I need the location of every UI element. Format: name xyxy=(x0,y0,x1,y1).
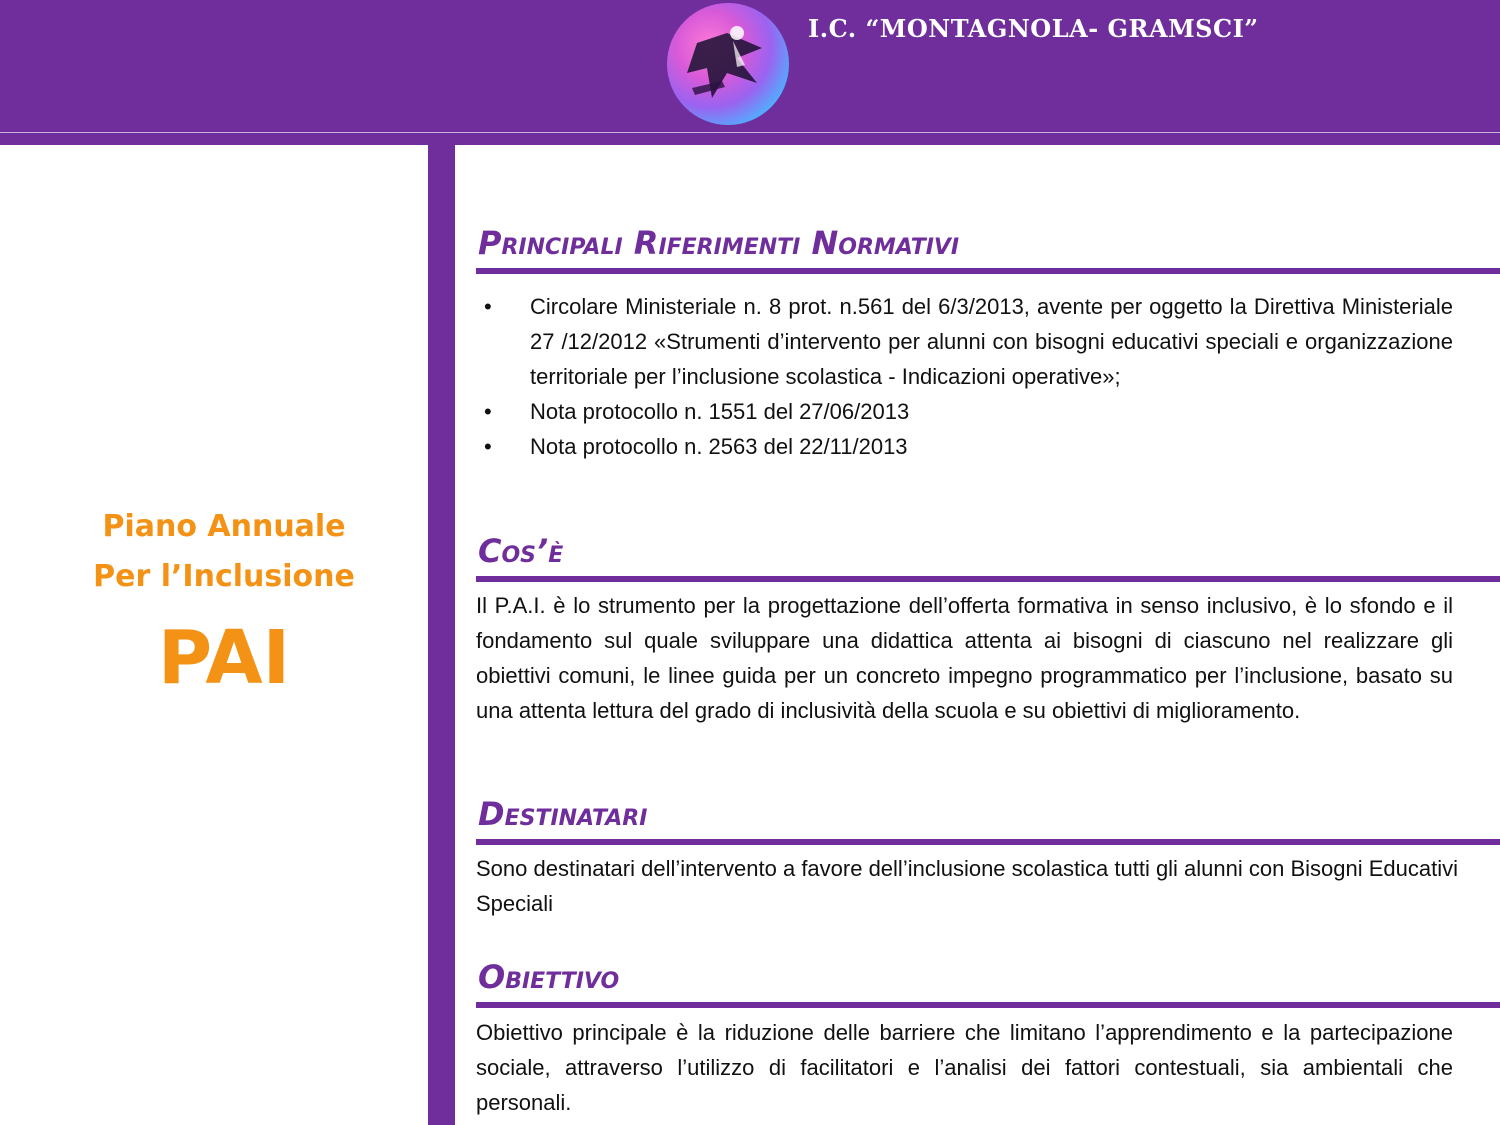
list-item: • Circolare Ministeriale n. 8 prot. n.561 del 6/3/2013, avente per oggetto la Direttiva Ministeriale 27 /12/2012 «Strumenti d’intervento per alunni con bisogni educativi speciali e organizzazione territoriale per l’inclusione scolastica - Indicazioni operative»; xyxy=(484,294,1453,389)
riferimenti-list xyxy=(478,289,1453,464)
school-logo-icon xyxy=(667,3,789,125)
title-acronym: PAI xyxy=(157,615,291,701)
title-line-2: Per l’Inclusione xyxy=(93,559,355,594)
list-item: • Nota protocollo n. 1551 del 27/06/2013 xyxy=(484,399,910,424)
rule-obiettivo xyxy=(476,1002,1500,1008)
heading-destinatari: Destinatari xyxy=(478,795,648,833)
list-item: • Nota protocollo n. 2563 del 22/11/2013 xyxy=(484,434,908,459)
school-name: I.C. “MONTAGNOLA- GRAMSCI” xyxy=(808,14,1259,43)
rule-cose xyxy=(476,576,1500,582)
heading-obiettivo: Obiettivo xyxy=(478,958,620,996)
rule-riferimenti xyxy=(476,268,1500,274)
rule-destinatari xyxy=(476,839,1500,845)
heading-riferimenti: Principali Riferimenti Normativi xyxy=(478,224,960,262)
document-title xyxy=(40,502,408,708)
header-divider xyxy=(0,132,1500,133)
destinatari-text: Sono destinatari dell’intervento a favore dell’inclusione scolastica tutti gli alunni con Bisogni Educativi Speciali xyxy=(476,856,1459,916)
heading-cose: Cos’è xyxy=(478,532,564,570)
cose-text: Il P.A.I. è lo strumento per la progettazione dell’offerta formativa in senso inclusivo, è lo sfondo e il fondamento sul quale sviluppare una didattica attenta ai bisogni di ciascuno nel realizzare gli obiettivi comuni, le linee guida per un concreto impegno programmatico per l’inclusione, basato su una attenta lettura del grado di inclusività della scuola e su obiettivi di miglioramento. xyxy=(476,593,1453,723)
title-line-1: Piano Annuale xyxy=(102,509,346,544)
obiettivo-text: Obiettivo principale è la riduzione delle barriere che limitano l’apprendimento e la partecipazione sociale, attraverso l’utilizzo di facilitatori e l’analisi dei fattori contestuali, sia ambientali che personali. xyxy=(476,1020,1453,1115)
vertical-divider xyxy=(428,145,455,1125)
